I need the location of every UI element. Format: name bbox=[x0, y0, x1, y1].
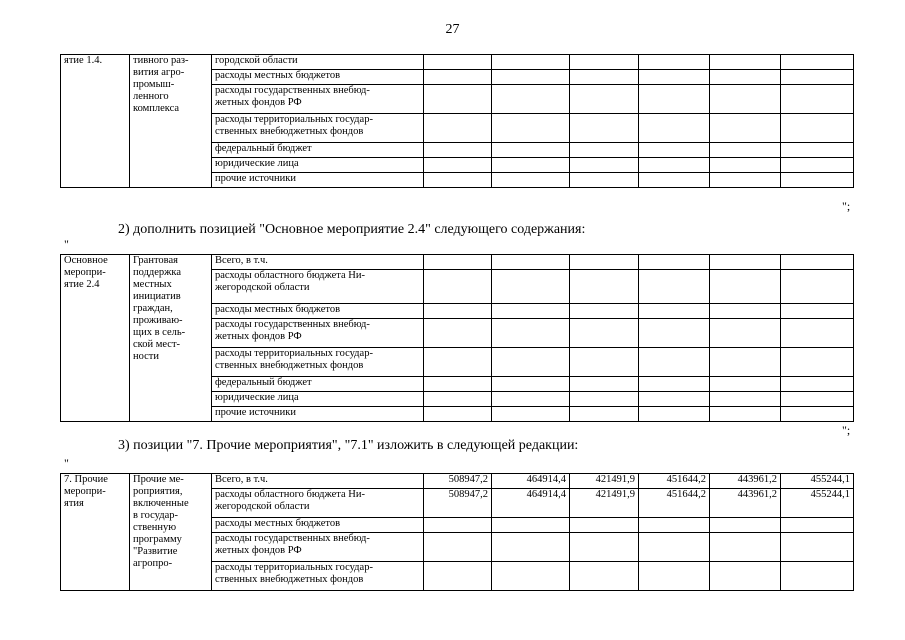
opening-quote-2: " bbox=[64, 237, 69, 251]
value-cell bbox=[639, 319, 710, 348]
value-cell bbox=[781, 143, 854, 158]
measure-name-cell: Прочие ме- роприятия, включенные в государ- ственную программу "Развитие агропро- bbox=[130, 474, 212, 591]
funding-source-cell: расходы государственных внебюд- жетных фондов РФ bbox=[212, 85, 424, 114]
value-cell bbox=[710, 562, 781, 591]
value-cell bbox=[492, 518, 570, 533]
value-cell bbox=[570, 377, 639, 392]
value-cell bbox=[781, 348, 854, 377]
value-cell: 464914,4 bbox=[492, 474, 570, 489]
value-cell bbox=[710, 255, 781, 270]
value-cell bbox=[710, 55, 781, 70]
value-cell bbox=[710, 319, 781, 348]
value-cell bbox=[639, 85, 710, 114]
value-cell bbox=[492, 319, 570, 348]
value-cell: 443961,2 bbox=[710, 489, 781, 518]
value-cell bbox=[492, 392, 570, 407]
paragraph-2: 2) дополнить позицией "Основное мероприятие 2.4" следующего содержания: bbox=[118, 222, 586, 237]
value-cell bbox=[424, 143, 492, 158]
page-number: 27 bbox=[445, 22, 460, 37]
value-cell bbox=[570, 55, 639, 70]
value-cell: 451644,2 bbox=[639, 489, 710, 518]
value-cell bbox=[570, 255, 639, 270]
measure-name-cell: Грантовая поддержка местных инициатив граждан, проживаю- щих в сель- ской мест- ности bbox=[130, 255, 212, 422]
value-cell bbox=[639, 114, 710, 143]
value-cell bbox=[710, 533, 781, 562]
value-cell bbox=[639, 533, 710, 562]
value-cell bbox=[710, 270, 781, 304]
value-cell bbox=[570, 518, 639, 533]
funding-source-cell: расходы областного бюджета Ни- жегородской области bbox=[212, 489, 424, 518]
value-cell bbox=[570, 173, 639, 188]
value-cell bbox=[710, 304, 781, 319]
value-cell bbox=[424, 392, 492, 407]
value-cell: 443961,2 bbox=[710, 474, 781, 489]
value-cell bbox=[639, 392, 710, 407]
value-cell bbox=[424, 85, 492, 114]
funding-source-cell: расходы областного бюджета Ни- жегородской области bbox=[212, 270, 424, 304]
value-cell bbox=[492, 255, 570, 270]
value-cell bbox=[424, 270, 492, 304]
value-cell bbox=[639, 518, 710, 533]
value-cell bbox=[570, 114, 639, 143]
value-cell bbox=[639, 55, 710, 70]
value-cell bbox=[570, 304, 639, 319]
value-cell bbox=[781, 562, 854, 591]
value-cell bbox=[781, 255, 854, 270]
value-cell bbox=[710, 518, 781, 533]
value-cell bbox=[781, 377, 854, 392]
funding-source-cell: городской области bbox=[212, 55, 424, 70]
value-cell bbox=[781, 392, 854, 407]
value-cell bbox=[710, 70, 781, 85]
measure-code-cell: ятие 1.4. bbox=[61, 55, 130, 188]
value-cell: 421491,9 bbox=[570, 474, 639, 489]
value-cell bbox=[424, 407, 492, 422]
funding-source-cell: федеральный бюджет bbox=[212, 143, 424, 158]
value-cell bbox=[424, 55, 492, 70]
table-row bbox=[61, 55, 854, 70]
value-cell bbox=[639, 270, 710, 304]
value-cell bbox=[570, 407, 639, 422]
value-cell bbox=[781, 70, 854, 85]
value-cell bbox=[639, 158, 710, 173]
value-cell bbox=[639, 377, 710, 392]
value-cell bbox=[710, 158, 781, 173]
value-cell bbox=[570, 70, 639, 85]
paragraph-3: 3) позиции "7. Прочие мероприятия", "7.1" изложить в следующей редакции: bbox=[118, 438, 579, 453]
table-activity-2-4 bbox=[60, 254, 854, 422]
value-cell bbox=[781, 85, 854, 114]
value-cell bbox=[570, 562, 639, 591]
table-row bbox=[61, 474, 854, 489]
value-cell bbox=[570, 158, 639, 173]
funding-source-cell: расходы местных бюджетов bbox=[212, 518, 424, 533]
value-cell bbox=[424, 70, 492, 85]
value-cell: 451644,2 bbox=[639, 474, 710, 489]
value-cell bbox=[424, 562, 492, 591]
value-cell bbox=[492, 158, 570, 173]
table-other-activities-7 bbox=[60, 473, 854, 591]
value-cell bbox=[570, 348, 639, 377]
value-cell bbox=[570, 392, 639, 407]
value-cell bbox=[424, 319, 492, 348]
value-cell bbox=[781, 158, 854, 173]
value-cell bbox=[570, 85, 639, 114]
value-cell bbox=[424, 114, 492, 143]
value-cell bbox=[492, 85, 570, 114]
value-cell bbox=[424, 348, 492, 377]
value-cell: 455244,1 bbox=[781, 474, 854, 489]
value-cell bbox=[781, 518, 854, 533]
value-cell bbox=[710, 407, 781, 422]
measure-code-cell: Основное меропри- ятие 2.4 bbox=[61, 255, 130, 422]
value-cell bbox=[492, 143, 570, 158]
value-cell bbox=[570, 533, 639, 562]
funding-source-cell: расходы территориальных государ- ственных внебюджетных фондов bbox=[212, 114, 424, 143]
value-cell bbox=[639, 255, 710, 270]
value-cell bbox=[781, 407, 854, 422]
value-cell bbox=[424, 304, 492, 319]
value-cell bbox=[639, 407, 710, 422]
value-cell bbox=[710, 173, 781, 188]
value-cell bbox=[781, 173, 854, 188]
table-row bbox=[61, 255, 854, 270]
closing-quote-2: "; bbox=[842, 423, 851, 437]
value-cell bbox=[639, 562, 710, 591]
value-cell bbox=[781, 304, 854, 319]
value-cell bbox=[710, 392, 781, 407]
value-cell: 508947,2 bbox=[424, 489, 492, 518]
value-cell bbox=[492, 348, 570, 377]
funding-source-cell: юридические лица bbox=[212, 392, 424, 407]
funding-source-cell: Всего, в т.ч. bbox=[212, 255, 424, 270]
funding-source-cell: расходы территориальных государ- ственных внебюджетных фондов bbox=[212, 348, 424, 377]
value-cell bbox=[570, 143, 639, 158]
value-cell bbox=[424, 158, 492, 173]
value-cell bbox=[492, 70, 570, 85]
value-cell bbox=[639, 143, 710, 158]
value-cell bbox=[424, 173, 492, 188]
opening-quote-3: " bbox=[64, 456, 69, 470]
funding-source-cell: расходы местных бюджетов bbox=[212, 70, 424, 85]
value-cell bbox=[492, 114, 570, 143]
value-cell bbox=[492, 304, 570, 319]
table-activity-1-4 bbox=[60, 54, 854, 188]
funding-source-cell: прочие источники bbox=[212, 407, 424, 422]
value-cell: 455244,1 bbox=[781, 489, 854, 518]
value-cell bbox=[492, 55, 570, 70]
funding-source-cell: расходы территориальных государ- ственных внебюджетных фондов bbox=[212, 562, 424, 591]
funding-source-cell: Всего, в т.ч. bbox=[212, 474, 424, 489]
value-cell bbox=[781, 114, 854, 143]
value-cell bbox=[639, 348, 710, 377]
value-cell bbox=[492, 407, 570, 422]
value-cell bbox=[424, 255, 492, 270]
funding-source-cell: расходы государственных внебюд- жетных фондов РФ bbox=[212, 319, 424, 348]
funding-source-cell: прочие источники bbox=[212, 173, 424, 188]
value-cell bbox=[492, 377, 570, 392]
value-cell bbox=[781, 270, 854, 304]
value-cell: 421491,9 bbox=[570, 489, 639, 518]
value-cell bbox=[492, 173, 570, 188]
value-cell bbox=[710, 377, 781, 392]
value-cell bbox=[424, 377, 492, 392]
value-cell: 508947,2 bbox=[424, 474, 492, 489]
value-cell bbox=[710, 348, 781, 377]
measure-name-cell: тивного раз- вития агро- промыш- ленного комплекса bbox=[130, 55, 212, 188]
value-cell: 464914,4 bbox=[492, 489, 570, 518]
value-cell bbox=[781, 55, 854, 70]
value-cell bbox=[570, 319, 639, 348]
funding-source-cell: расходы местных бюджетов bbox=[212, 304, 424, 319]
funding-source-cell: расходы государственных внебюд- жетных фондов РФ bbox=[212, 533, 424, 562]
value-cell bbox=[639, 70, 710, 85]
value-cell bbox=[639, 304, 710, 319]
measure-code-cell: 7. Прочие меропри- ятия bbox=[61, 474, 130, 591]
closing-quote-1: "; bbox=[842, 199, 851, 213]
value-cell bbox=[492, 562, 570, 591]
value-cell bbox=[424, 533, 492, 562]
funding-source-cell: юридические лица bbox=[212, 158, 424, 173]
value-cell bbox=[424, 518, 492, 533]
value-cell bbox=[492, 270, 570, 304]
value-cell bbox=[710, 85, 781, 114]
value-cell bbox=[710, 143, 781, 158]
value-cell bbox=[639, 173, 710, 188]
funding-source-cell: федеральный бюджет bbox=[212, 377, 424, 392]
value-cell bbox=[710, 114, 781, 143]
value-cell bbox=[781, 319, 854, 348]
value-cell bbox=[492, 533, 570, 562]
value-cell bbox=[781, 533, 854, 562]
value-cell bbox=[570, 270, 639, 304]
